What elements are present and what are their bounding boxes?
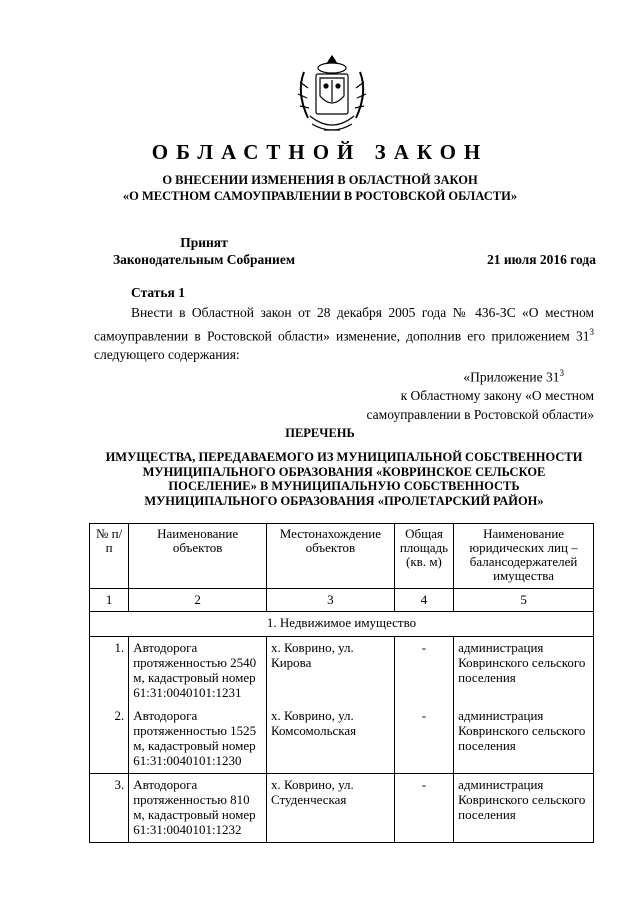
column-number-row bbox=[90, 589, 594, 612]
article-text bbox=[94, 304, 594, 364]
column-number: 3 bbox=[267, 589, 395, 612]
adopted-line: Принят bbox=[180, 235, 228, 250]
article-heading: Статья 1 bbox=[131, 285, 185, 300]
table-row bbox=[90, 637, 594, 706]
object-name: Автодорога протяженностью 1525 м, кадастровый номер 61:31:0040101:1230 bbox=[129, 705, 267, 774]
object-location: х. Коврино, ул. Студенческая bbox=[267, 774, 395, 843]
adopted-by bbox=[94, 234, 314, 268]
coat-of-arms-emblem bbox=[290, 52, 374, 138]
list-subtitle-line: МУНИЦИПАЛЬНОГО ОБРАЗОВАНИЯ «КОВРИНСКОЕ СЕЛЬСКОЕ bbox=[142, 464, 546, 479]
appendix-reference bbox=[274, 364, 594, 424]
section-title: 1. Недвижимое имущество bbox=[90, 612, 594, 637]
list-subtitle-line: ПОСЕЛЕНИЕ» В МУНИЦИПАЛЬНУЮ СОБСТВЕННОСТЬ bbox=[168, 479, 520, 493]
header-cell: Общая площадь (кв. м) bbox=[394, 524, 453, 589]
appendix-line: к Областному закону «О местном bbox=[400, 388, 594, 403]
appendix-superscript: 3 bbox=[559, 368, 564, 378]
list-subtitle bbox=[84, 450, 604, 508]
header-cell: Наименование объектов bbox=[129, 524, 267, 589]
object-location: х. Коврино, ул. Комсомольская bbox=[267, 705, 395, 774]
document-subtitle bbox=[80, 172, 560, 204]
article-superscript: 3 bbox=[589, 326, 594, 337]
row-number: 1. bbox=[90, 637, 129, 706]
header-cell: Местонахождение объектов bbox=[267, 524, 395, 589]
object-location: х. Коврино, ул. Кирова bbox=[267, 637, 395, 706]
adopted-date: 21 июля 2016 года bbox=[487, 252, 596, 267]
object-name: Автодорога протяженностью 2540 м, кадастровый номер 61:31:0040101:1231 bbox=[129, 637, 267, 706]
object-holder: администрация Ковринского сельского поселения bbox=[454, 637, 594, 706]
object-area: - bbox=[394, 774, 453, 843]
object-name: Автодорога протяженностью 810 м, кадастровый номер 61:31:0040101:1232 bbox=[129, 774, 267, 843]
list-subtitle-line: МУНИЦИПАЛЬНОГО ОБРАЗОВАНИЯ «ПРОЛЕТАРСКИЙ РАЙОН» bbox=[144, 493, 544, 508]
appendix-line-text: «Приложение 31 bbox=[463, 369, 560, 385]
object-area: - bbox=[394, 637, 453, 706]
column-number: 2 bbox=[129, 589, 267, 612]
article-text-part: Внести в Областной закон от 28 декабря 2005 года № 436-ЗС «О местном самоуправлении в Ростовской области» изменение, дополнив его приложением 31 bbox=[94, 305, 594, 343]
appendix-line: самоуправлении в Ростовской области» bbox=[366, 406, 594, 422]
adopted-line: Законодательным Собранием bbox=[112, 252, 296, 267]
asset-table bbox=[89, 523, 594, 843]
article-text-part: следующего содержания: bbox=[94, 346, 240, 362]
list-title: ПЕРЕЧЕНЬ bbox=[285, 426, 355, 440]
row-number: 3. bbox=[90, 774, 129, 843]
table-row bbox=[90, 774, 594, 843]
column-number: 1 bbox=[90, 589, 129, 612]
column-number: 4 bbox=[394, 589, 453, 612]
list-subtitle-line: ИМУЩЕСТВА, ПЕРЕДАВАЕМОГО ИЗ МУНИЦИПАЛЬНОЙ СОБСТВЕННОСТИ bbox=[105, 450, 583, 464]
subtitle-line: О ВНЕСЕНИИ ИЗМЕНЕНИЯ В ОБЛАСТНОЙ ЗАКОН bbox=[162, 173, 478, 187]
column-number: 5 bbox=[454, 589, 594, 612]
row-number: 2. bbox=[90, 705, 129, 774]
table-row bbox=[90, 705, 594, 774]
section-row bbox=[90, 612, 594, 637]
header-cell: Наименование юридических лиц – балансодержателей имущества bbox=[454, 524, 594, 589]
header-cell: № п/п bbox=[90, 524, 129, 589]
object-holder: администрация Ковринского сельского поселения bbox=[454, 774, 594, 843]
table-header-row bbox=[90, 524, 594, 589]
object-area: - bbox=[394, 705, 453, 774]
appendix-line bbox=[274, 364, 594, 387]
subtitle-line: «О МЕСТНОМ САМОУПРАВЛЕНИИ В РОСТОВСКОЙ ОБЛАСТИ» bbox=[122, 189, 518, 203]
object-holder: администрация Ковринского сельского поселения bbox=[454, 705, 594, 774]
document-title: ОБЛАСТНОЙ ЗАКОН bbox=[151, 140, 489, 164]
